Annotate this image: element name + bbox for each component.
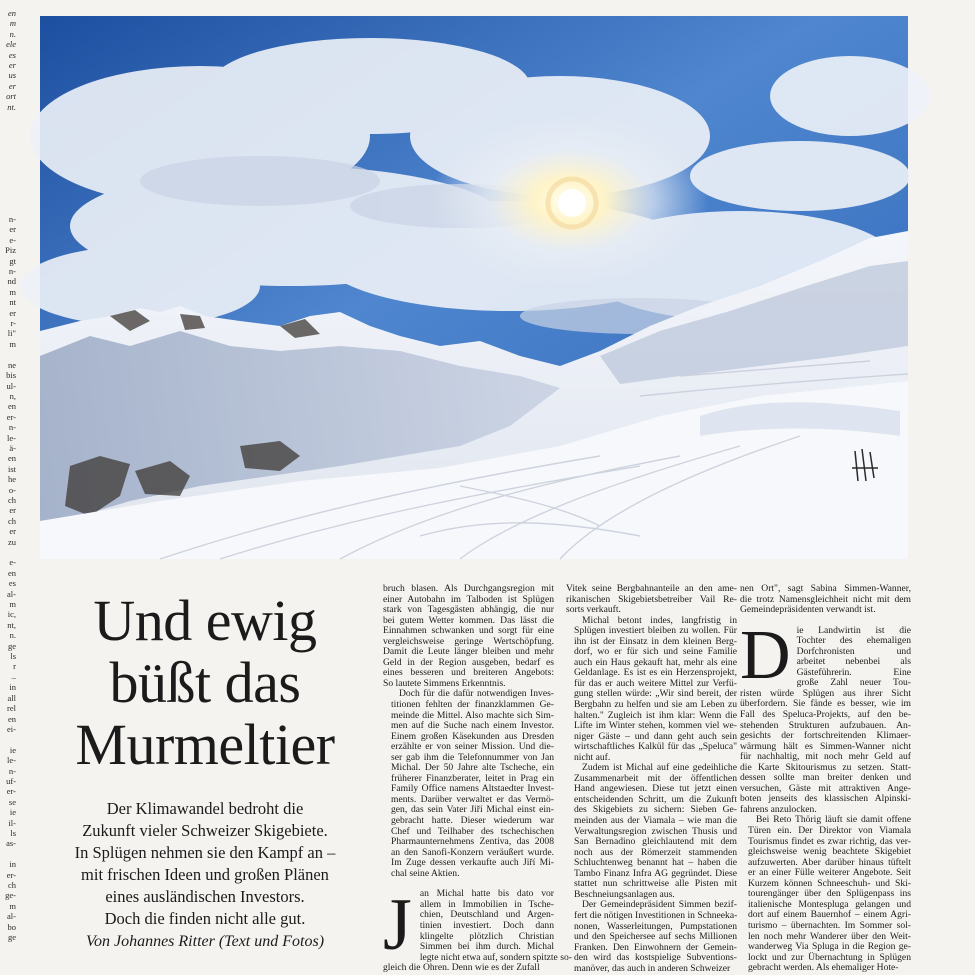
text-fragment: ä-: [9, 442, 16, 453]
text-fragment: li": [7, 328, 16, 339]
text-line: Chef und Teilhaber des tschechischen: [391, 825, 554, 837]
text-line: einer Autobahn im Talboden ist Splügen: [383, 593, 554, 605]
text-fragment: ort: [6, 91, 16, 102]
text-line: Vitek seine Bergbahnanteile an den ame-: [566, 583, 737, 594]
text-fragment: n-: [8, 765, 16, 776]
byline: Von Johannes Ritter (Text und Fotos): [85, 933, 325, 950]
text-line: die trotz Namensgleichheit nicht mit dem: [740, 593, 911, 605]
text-line: meinden aus der Viamala – wie man die: [574, 815, 737, 827]
text-line: Lifte im Winter stehen, kommen viel we-: [574, 720, 737, 732]
deck-line: Doch die finden nicht alle gut.: [104, 909, 306, 928]
text-fragment: ie: [9, 744, 16, 755]
text-line: tourengänger über den Splügenpass ins: [748, 888, 911, 900]
text-line: auch ein Haus gekauft hat, mehr als eine: [574, 656, 737, 668]
text-line: und den Speichersee auf sechs Millionen: [574, 931, 737, 943]
text-line: wirtschaftliches Kalkül für das „Speluca": [574, 741, 737, 753]
text-line: an Michal hatte bis dato vor: [419, 888, 554, 900]
text-line: Geld in der Region ausgeben, bedarf es: [383, 656, 554, 668]
text-fragment: es: [8, 49, 16, 60]
text-fragment: in: [9, 682, 16, 693]
text-line: gen, das sein Vater Jiří Michal einst ein-: [391, 804, 554, 816]
text-line: sorts verkauft.: [566, 604, 621, 616]
text-line: Türen ein. Der Direktor von Viamala: [748, 825, 911, 837]
article-photo: [40, 16, 908, 559]
text-fragment: ei-: [7, 723, 16, 734]
text-fragment: ch: [7, 494, 16, 505]
dropcap-paragraph: [383, 884, 572, 974]
text-fragment: al-: [7, 588, 16, 599]
text-line: entscheidenden Schritt, um die Zukunft: [574, 793, 737, 805]
text-line: risten würde Splügen aus ihrer Sicht: [740, 687, 911, 699]
text-line: eines besseren und breiteren Angebots:: [383, 667, 554, 679]
text-line: men auf die Suche nach einem Investor.: [391, 720, 554, 732]
text-fragment: all: [7, 692, 16, 703]
text-fragment: n,: [9, 390, 16, 401]
text-line: ihn ist der Einsatz in dem kleinen Berg-: [574, 635, 737, 647]
text-line: stattet nun schrittweise alle Pisten mit: [574, 878, 737, 890]
text-line: dorf, wo er für sich und seine Familie: [574, 646, 737, 658]
text-fragment: le-: [7, 432, 16, 443]
text-fragment: ls: [10, 827, 16, 838]
text-line: große Zahl neuer Tou-: [796, 677, 911, 689]
title-line: Und ewig: [93, 588, 317, 653]
previous-article-body: [0, 214, 16, 942]
text-line: fahrens anzulocken.: [740, 803, 817, 815]
title-line: Murmeltier: [75, 712, 335, 777]
text-line: So lautete Simmens Erkenntnis.: [383, 677, 506, 689]
text-line: Zudem ist Michal auf eine gedeihliche: [582, 762, 737, 774]
text-line: die Karte Skitourismus zu setzen. Statt-: [740, 761, 911, 773]
paragraph: [740, 815, 911, 973]
text-fragment: en: [7, 713, 16, 724]
text-line: fert die nötigen Investitionen in Schneeka-: [574, 909, 738, 921]
article-deck: [40, 798, 370, 930]
text-line: vergleichsweise geringe Wertschöpfung.: [383, 635, 554, 647]
text-line: Tochter des ehemaligen: [796, 635, 911, 647]
text-line: bei gutem Wetter kommen. Das lässt die: [383, 614, 554, 626]
text-line: legte nicht etwa auf, sondern spitzte so-: [419, 951, 572, 963]
text-line: rikanischen Skigebietsbetreiber Vail Re-: [566, 593, 737, 605]
text-fragment: e-: [9, 557, 16, 568]
deck-line: mit frischen Ideen und großen Plänen: [81, 865, 329, 884]
text-line: Im Zuge dessen verkaufte auch Jiří Mi-: [391, 857, 554, 869]
text-fragment: ne: [7, 359, 16, 370]
text-fragment: gt: [9, 255, 16, 266]
previous-article-caption: [0, 8, 16, 112]
text-line: gebracht werden. Als ehemaliger Hote-: [748, 962, 899, 974]
text-fragment: rel: [7, 703, 16, 714]
text-line: Beschneiungsanlagen aus.: [574, 888, 675, 900]
text-fragment: us: [8, 70, 16, 81]
text-line: meinde die Mittel. Also machte sich Sim-: [391, 709, 554, 721]
text-line: Pharmaunternehmens Zentiva, das 2008: [391, 836, 554, 848]
text-line: für nachhaltig, mit noch mehr Geld auf: [740, 751, 911, 763]
text-fragment: bis: [6, 370, 16, 381]
text-line: stehenden Strukturen aufzubauen. An-: [740, 719, 911, 731]
text-fragment: er: [8, 60, 16, 71]
text-line: aufzuwerten. Aber darüber hinaus tüftelt: [748, 856, 911, 868]
text-fragment: ge: [7, 932, 16, 943]
text-line: Tambo Finanz Infra AG gegründet. Diese: [574, 867, 737, 879]
text-fragment: n-: [8, 266, 16, 277]
dropcap-paragraph: [740, 616, 911, 816]
text-line: Damit die Leute länger bleiben und mehr: [383, 646, 554, 658]
text-fragment: zu: [7, 536, 16, 547]
drop-cap: J: [383, 884, 412, 967]
deck-line: eines ausländischen Investors.: [105, 887, 305, 906]
text-line: gebracht hatte. Dieser wiederum war: [391, 815, 554, 827]
text-line: noch aus der Römerzeit stammenden: [574, 846, 737, 858]
text-line: niger Gäste – und dann geht auch sein: [574, 730, 737, 742]
article-column-3: [740, 584, 911, 975]
text-fragment: [0, 734, 16, 744]
text-line: wanderweg Via Spluga in die Region ge-: [748, 941, 911, 953]
text-line: ser gab ihm die Telefonnummer von Jan: [391, 751, 554, 763]
text-line: allem in Immobilien in Tsche-: [419, 898, 554, 910]
text-line: wärmung hält es Simmen-Wanner nicht: [740, 740, 911, 752]
text-fragment: er: [9, 526, 16, 537]
text-fragment: [0, 547, 16, 557]
paragraph: [566, 584, 737, 616]
text-line: turismo – übernachten. Im Sommer sol-: [748, 919, 911, 931]
mountain-landscape-photo: [40, 16, 908, 559]
text-fragment: er: [9, 307, 16, 318]
text-line: Hand angewiesen. Diese tut jetzt einen: [574, 783, 737, 795]
headline: [40, 590, 370, 776]
text-line: Fall des Speluca-Projekts, auf den be-: [740, 709, 911, 721]
text-fragment: er: [8, 80, 16, 91]
text-line: Franken. Den Einwohnern der Gemein-: [574, 941, 737, 953]
text-line: lockt und zur Übernachtung in Splügen: [748, 951, 911, 963]
text-fragment: es: [8, 578, 16, 589]
text-line: bruch blasen. Als Durchgangsregion mit: [383, 583, 554, 594]
text-line: Einnahmen schwanken und sorgt für eine: [383, 625, 554, 637]
text-fragment: ls: [10, 651, 16, 662]
text-line: gesichts der fortschreitenden Klimaer-: [740, 730, 911, 742]
text-line: Gemeindepräsidenten verwandt ist.: [740, 604, 876, 616]
text-fragment: al-: [7, 911, 16, 922]
article-column-1: [383, 583, 572, 975]
text-line: versuchen, Gäste mit attraktiven Ange-: [740, 782, 911, 794]
text-fragment: n.: [9, 28, 16, 39]
text-fragment: n-: [8, 422, 16, 433]
deck-line: In Splügen nehmen sie den Kampf an –: [74, 843, 336, 862]
text-line: Kurzem können Schneeschuh- und Ski-: [748, 877, 911, 889]
previous-article-column: [0, 0, 16, 975]
text-fragment: le-: [7, 755, 16, 766]
text-line: Gästeführerin. Eine: [796, 666, 911, 678]
text-fragment: m: [9, 900, 16, 911]
text-fragment: bo: [7, 921, 16, 932]
text-fragment: se: [8, 796, 16, 807]
text-line: erzählte er von seiner Mission. Und die-: [391, 741, 554, 753]
text-fragment: [0, 349, 16, 359]
text-line: Der Gemeindepräsident Simmen bezif-: [582, 899, 737, 911]
text-fragment: ele: [6, 39, 16, 50]
deck-line: Der Klimawandel bedroht die: [106, 799, 304, 818]
text-fragment: o-: [8, 484, 16, 495]
text-fragment: e-: [9, 234, 16, 245]
text-line: titionen fehlten der finanzklammen Ge-: [391, 699, 554, 711]
text-fragment: ch: [7, 515, 16, 526]
text-line: Verwaltungsregion zwischen Thusis und: [574, 825, 737, 837]
text-line: manöver, das auch in anderen Schweizer: [574, 962, 731, 974]
text-fragment: in: [9, 859, 16, 870]
text-fragment: n.: [9, 630, 16, 641]
text-line: Bergbahn zu helfen und sie am Leben zu: [574, 699, 737, 711]
text-line: gleichsweise wenig beachtete Skigebiet: [748, 846, 911, 858]
article-column-2: [566, 584, 737, 975]
paragraph: [566, 763, 737, 900]
text-fragment: nd: [7, 276, 16, 287]
text-line: arbeitet nebenbei als: [796, 656, 911, 668]
text-fragment: ge: [7, 640, 16, 651]
paragraph: [383, 584, 554, 689]
deck-line: Zukunft vieler Schweizer Skigebiete.: [82, 821, 328, 840]
text-fragment: en: [7, 567, 16, 578]
title-line: büßt das: [109, 650, 301, 715]
text-line: nen Ort", sagt Sabina Simmen-Wanner,: [740, 583, 911, 594]
text-fragment: nt,: [7, 619, 16, 630]
text-line: Geldanlage. Es ist es ein Herzensprojekt,: [574, 667, 737, 679]
text-fragment: il-: [8, 817, 16, 828]
text-fragment: [0, 849, 16, 859]
text-fragment: en: [7, 401, 16, 412]
text-line: des Skigebiets zu sichern: Sieben Ge-: [574, 804, 737, 816]
text-fragment: er-: [6, 411, 16, 422]
text-line: dort auf einem Bauernhof – einem Agri-: [748, 909, 911, 921]
text-line: ie Landwirtin ist die: [796, 624, 911, 636]
text-line: nicht auf.: [574, 751, 611, 763]
paragraph: [740, 584, 911, 616]
text-fragment: er-: [6, 786, 16, 797]
text-line: stark von Tagesgästen abhängig, die nur: [383, 604, 554, 616]
text-fragment: er: [9, 224, 16, 235]
text-fragment: –: [11, 671, 16, 682]
text-fragment: nt.: [7, 101, 16, 112]
text-line: gleich die Ohren. Denn wie es der Zufall: [383, 962, 540, 974]
text-line: San Bernadino gleichlautend mit dem: [574, 836, 737, 848]
text-fragment: m: [9, 286, 16, 297]
text-line: boten jenseits des klassischen Alpinski-: [740, 793, 911, 805]
text-line: Splügen investiert bleiben zu wollen. Für: [574, 625, 737, 637]
text-line: überfordern. Sie fände es besser, wie im: [740, 698, 911, 710]
text-fragment: uf-: [6, 775, 16, 786]
text-line: Dorfchronisten und: [796, 645, 911, 657]
text-line: Bei Reto Thörig läuft sie damit offene: [756, 814, 911, 826]
text-fragment: en: [7, 8, 16, 18]
text-line: len noch mehr Wanderer über den Weit-: [748, 930, 911, 942]
text-line: Einem großen Käsekunden aus Dresden: [391, 730, 554, 742]
text-line: chien, Deutschland und Argen-: [419, 909, 554, 921]
text-fragment: m: [9, 338, 16, 349]
text-line: Michal. Der 50 Jahre alte Tscheche, ein: [391, 762, 554, 774]
text-line: für das er auch weitere Mittel zur Verfü-: [574, 677, 737, 689]
text-line: gung stellen würde: „Wir sind bereit, der: [574, 688, 737, 700]
text-line: er an einer Fülle weiterer Angebote. Seit: [748, 867, 911, 879]
text-fragment: m: [9, 18, 16, 29]
text-line: tinien investiert. Doch dann: [419, 919, 554, 931]
text-line: klingelte plötzlich Christian: [419, 930, 554, 942]
text-line: Family Office namens Altstaedter Invest-: [391, 783, 554, 795]
text-line: Doch für die dafür notwendigen Inves-: [399, 688, 554, 700]
text-fragment: nt: [9, 297, 16, 308]
text-fragment: ul-: [6, 380, 16, 391]
text-fragment: er-: [6, 869, 16, 880]
text-fragment: as-: [6, 838, 16, 849]
text-fragment: ch: [7, 880, 16, 890]
text-line: an den Sanofi-Konzern veräußert wurde.: [391, 846, 554, 858]
text-fragment: he: [7, 474, 16, 485]
text-fragment: Piz: [5, 245, 16, 256]
text-fragment: ic,: [7, 609, 16, 620]
paragraph: [566, 616, 737, 764]
article-title: [40, 590, 370, 776]
text-fragment: ist: [7, 463, 16, 474]
text-fragment: ge-: [5, 890, 16, 901]
text-line: früherer Finanzberater, leitet in Prag ein: [391, 772, 554, 784]
text-fragment: ie: [9, 807, 16, 818]
text-line: Zusammenarbeit mit der öffentlichen: [574, 772, 737, 784]
text-line: den wird das kostspielige Subventions-: [574, 952, 737, 964]
text-line: halten." Zugleich ist ihm klar: Wenn die: [574, 709, 737, 721]
text-fragment: r: [13, 661, 16, 672]
text-fragment: en: [7, 453, 16, 464]
text-fragment: er: [9, 505, 16, 516]
text-line: chal seine Aktien.: [391, 867, 460, 879]
text-line: Michal betont indes, langfristig in: [582, 614, 737, 626]
paragraph: [566, 900, 737, 974]
text-line: nonen, Wasserleitungen, Pumpstationen: [574, 920, 737, 932]
text-line: Simmen bei ihm durch. Michal: [419, 941, 554, 953]
text-fragment: n-: [8, 214, 16, 224]
text-fragment: r-: [10, 318, 16, 329]
text-line: Tourismus findet es zwar richtig, das ver-: [748, 835, 911, 847]
drop-cap: D: [740, 616, 791, 694]
text-line: Schluchtenweg benannt hat – haben die: [574, 857, 737, 869]
text-line: italienische Montespluga gelangen und: [748, 898, 911, 910]
paragraph: [383, 689, 554, 879]
text-line: ments. Darüber verwaltet er das Vermö-: [391, 793, 554, 805]
text-line: dessen sollte man breiter denken und: [740, 772, 911, 784]
text-fragment: m: [9, 599, 16, 610]
